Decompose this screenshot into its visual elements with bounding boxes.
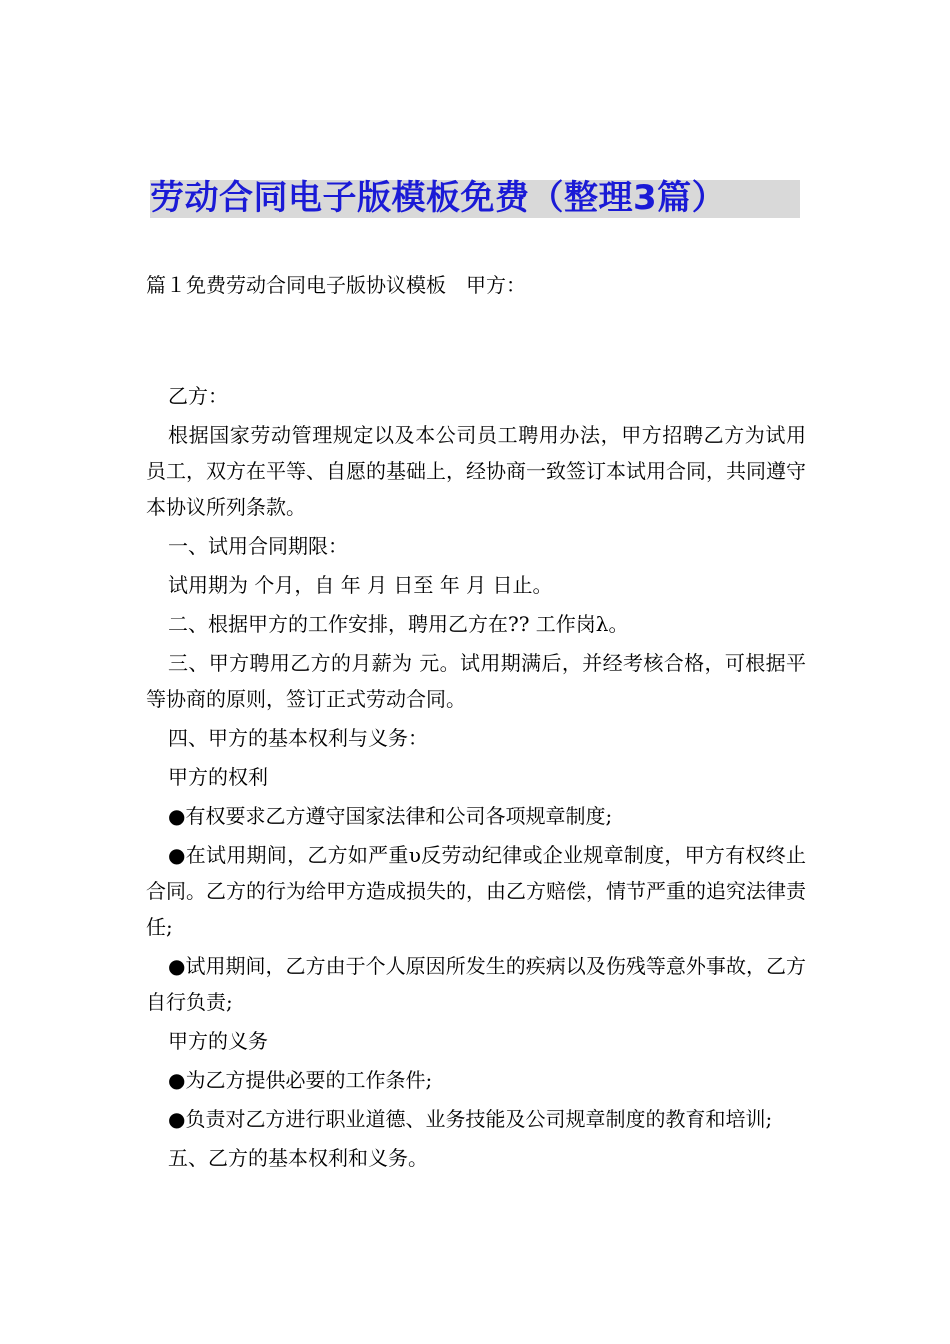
bullet-paragraph: ●试用期间，乙方由于个人原因所发生的疾病以及伤残等意外事故，乙方自行负责; <box>146 954 806 1014</box>
document-body <box>146 378 806 1179</box>
title-block <box>150 176 800 220</box>
paragraph: 一、试用合同期限： <box>168 534 348 558</box>
bullet-paragraph: ●负责对乙方进行职业道德、业务技能及公司规章制度的教育和培训; <box>168 1107 773 1131</box>
paragraph: 甲方的义务 <box>168 1029 268 1053</box>
document-title: 劳动合同电子版模板免费（整理3篇） <box>150 178 727 218</box>
paragraph: 根据国家劳动管理规定以及本公司员工聘用办法，甲方招聘乙方为试用员工，双方在平等、自愿的基础上，经协商一致签订本试用合同，共同遵守本协议所列条款。 <box>146 423 806 519</box>
paragraph: 五、乙方的基本权利和义务。 <box>168 1146 428 1170</box>
paragraph: 乙方： <box>168 384 228 408</box>
paragraph: 三、甲方聘用乙方的月薪为 元。试用期满后，并经考核合格，可根据平等协商的原则，签订正式劳动合同。 <box>146 651 806 711</box>
paragraph: 甲方的权利 <box>168 765 268 789</box>
paragraph: 四、甲方的基本权利与义务： <box>168 726 428 750</box>
bullet-paragraph: ●为乙方提供必要的工作条件; <box>168 1068 433 1092</box>
bullet-paragraph: ●在试用期间，乙方如严重υ反劳动纪律或企业规章制度，甲方有权终止合同。乙方的行为给甲方造成损失的，由乙方赔偿，情节严重的追究法律责任; <box>146 843 806 939</box>
document-subtitle: 篇１免费劳动合同电子版协议模板 甲方： <box>146 273 526 297</box>
paragraph: 试用期为 个月，自 年 月 日至 年 月 日止。 <box>168 573 553 597</box>
bullet-paragraph: ●有权要求乙方遵守国家法律和公司各项规章制度; <box>168 804 613 828</box>
paragraph: 二、根据甲方的工作安排，聘用乙方在?? 工作岗λ。 <box>168 612 629 636</box>
